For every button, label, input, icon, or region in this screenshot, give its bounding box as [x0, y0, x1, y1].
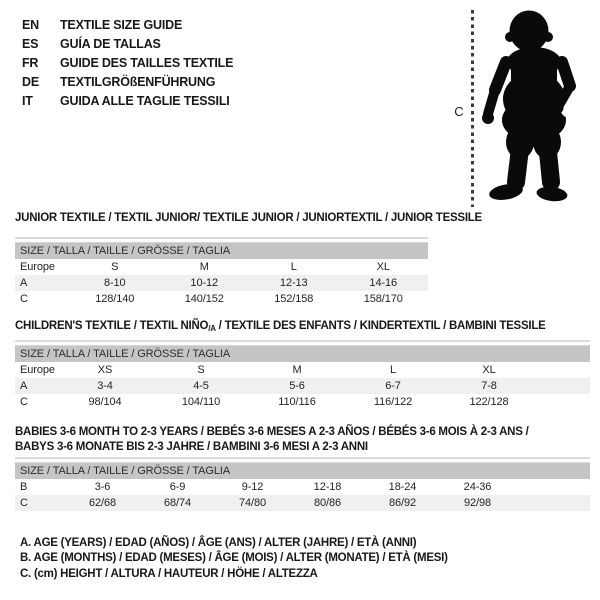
filler-cell [515, 495, 590, 511]
size-header-cell: SIZE / TALLA / TAILLE / GRÖSSE / TAGLIA [15, 346, 590, 363]
filler-cell [515, 479, 590, 495]
row-label: A [15, 275, 70, 291]
table-row [15, 495, 590, 511]
babies-table-title [15, 425, 529, 455]
table-cell: 7-8 [441, 378, 537, 394]
table-cell: 62/68 [65, 495, 140, 511]
table-cell: L [389, 364, 397, 376]
table-cell: 10-12 [160, 275, 250, 291]
children-size-table [15, 340, 590, 410]
table-cell: 86/92 [365, 495, 440, 511]
table-cell: 116/122 [373, 396, 413, 408]
table-row [15, 378, 590, 394]
table-cell: 140/152 [184, 293, 224, 305]
table-cell: 104/110 [181, 396, 221, 408]
table-cell: 110/116 [278, 396, 316, 408]
table-cell: S [197, 364, 205, 376]
table-cell: 6-7 [345, 378, 441, 394]
table-cell: 14-16 [339, 275, 429, 291]
row-label: C [15, 495, 65, 511]
language-code: EN [22, 17, 39, 32]
table-row [15, 479, 590, 495]
table-cell: 68/74 [140, 495, 215, 511]
table-cell: 5-6 [249, 378, 345, 394]
table-cell: 128/140 [95, 293, 135, 305]
babies-table [15, 462, 590, 511]
children-table-title [15, 319, 546, 336]
table-cell: M [199, 261, 209, 273]
row-label: B [20, 481, 28, 493]
guide-title: GUÍA DE TALLAS [60, 36, 161, 51]
language-row [22, 53, 233, 72]
guide-title: GUIDE DES TAILLES TEXTILE [60, 55, 234, 70]
table-row [15, 362, 590, 378]
table-cell: 80/86 [290, 495, 365, 511]
table-cell: 4-5 [153, 378, 249, 394]
table-cell: 8-10 [70, 275, 160, 291]
table-cell: 3-4 [57, 378, 153, 394]
language-title-list [22, 15, 233, 110]
babies-title-line2: BABYS 3-6 MONATE BIS 2-3 JAHRE / BAMBINI 3-6 MESI A 2-3 ANNI [15, 441, 368, 453]
filler-cell [537, 394, 590, 410]
height-dashed-line [471, 10, 474, 207]
legend-line-b: B. AGE (MONTHS) / EDAD (MESES) / ÂGE (MOIS) / ALTER (MONATE) / ETÀ (MESI) [20, 552, 448, 565]
row-label: Europe [20, 261, 55, 273]
filler-cell [537, 362, 590, 378]
children-title-main: CHILDREN'S TEXTILE / TEXTIL NIÑO [15, 320, 209, 332]
row-label: C [20, 293, 28, 305]
size-header-row [15, 346, 590, 363]
language-code: IT [22, 93, 33, 108]
size-header-cell: SIZE / TALLA / TAILLE / GRÖSSE / TAGLIA [15, 463, 590, 480]
size-header-row [15, 463, 590, 480]
children-table [15, 345, 590, 410]
legend [20, 536, 448, 582]
table-cell: 98/104 [88, 396, 122, 408]
table-row [15, 291, 428, 307]
table-cell: XS [97, 364, 113, 376]
guide-title: TEXTILGRÖßENFÜHRUNG [60, 74, 216, 89]
table-cell: 152/158 [274, 293, 314, 305]
table-cell: 9-12 [241, 481, 264, 493]
table-row [15, 275, 428, 291]
legend-line-a: A. AGE (YEARS) / EDAD (AÑOS) / ÂGE (ANS) / ALTER (JAHRE) / ETÀ (ANNI) [20, 537, 417, 549]
row-label: A [15, 378, 57, 394]
height-measure-label: C [454, 104, 464, 119]
children-title-rest: / TEXTILE DES ENFANTS / KINDERTEXTIL / BAMBINI TESSILE [215, 320, 546, 332]
junior-table [15, 242, 428, 307]
junior-size-table [15, 237, 428, 307]
table-cell: 3-6 [94, 481, 111, 493]
table-top-rule [15, 237, 428, 239]
size-header-row [15, 243, 428, 260]
table-cell: M [292, 364, 302, 376]
table-cell: XL [376, 261, 390, 273]
row-label: Europe [20, 364, 55, 376]
filler-cell [537, 378, 590, 394]
language-code: FR [22, 55, 39, 70]
table-cell: L [290, 261, 297, 273]
table-cell: 12-13 [249, 275, 339, 291]
table-cell: S [111, 261, 119, 273]
table-cell: 74/80 [215, 495, 290, 511]
language-code: ES [22, 36, 39, 51]
table-row [15, 394, 590, 410]
babies-size-table [15, 457, 590, 511]
language-row [22, 72, 233, 91]
babies-title-line1: BABIES 3-6 MONTH TO 2-3 YEARS / BEBÉS 3-6 MESES A 2-3 AÑOS / BÉBÉS 3-6 MOIS À 2-3 ANS / [15, 426, 529, 438]
table-cell: 6-9 [169, 481, 186, 493]
size-header-cell: SIZE / TALLA / TAILLE / GRÖSSE / TAGLIA [15, 243, 428, 260]
junior-table-title: JUNIOR TEXTILE / TEXTIL JUNIOR/ TEXTILE JUNIOR / JUNIORTEXTIL / JUNIOR TESSILE [15, 212, 482, 224]
table-row [15, 259, 428, 275]
table-cell: 18-24 [388, 481, 417, 493]
table-cell: 12-18 [313, 481, 342, 493]
guide-title: TEXTILE SIZE GUIDE [60, 17, 183, 32]
legend-line-c: C. (cm) HEIGHT / ALTURA / HAUTEUR / HÖHE / ALTEZZA [20, 567, 318, 580]
table-cell: 122/128 [469, 396, 509, 408]
row-label: C [20, 396, 28, 408]
table-top-rule [15, 457, 590, 459]
table-cell: 92/98 [440, 495, 515, 511]
table-cell: XL [482, 364, 496, 376]
guide-title: GUIDA ALLE TAGLIE TESSILI [60, 93, 230, 108]
table-cell: 24-36 [463, 481, 492, 493]
language-row [22, 34, 233, 53]
language-row [22, 15, 233, 34]
children-title-sub: /A [208, 324, 216, 333]
toddler-silhouette-image [482, 8, 578, 206]
language-code: DE [22, 74, 39, 89]
table-top-rule [15, 340, 590, 342]
table-cell: 158/170 [363, 293, 403, 305]
language-row [22, 91, 233, 110]
